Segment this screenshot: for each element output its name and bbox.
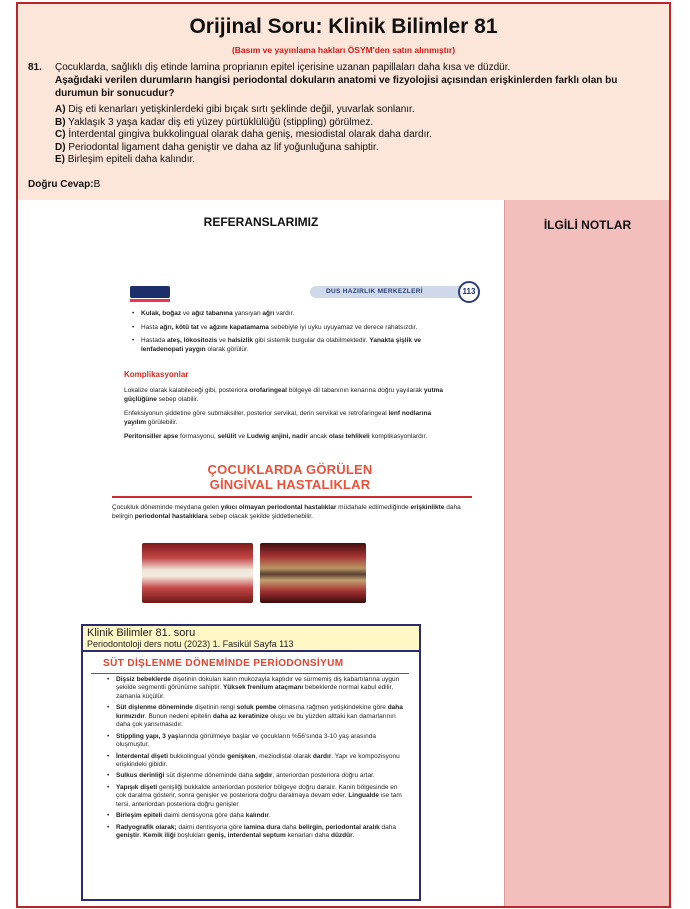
option-c: C) İnterdental gingiva bukkolingual olarak daha geniş, mesiodistal olarak daha dardır.: [55, 129, 432, 140]
option-a: A) Diş eti kenarları yetişkinlerdeki gibi bıçak sırtı şeklinde değil, yuvarlak sonlanır.: [55, 104, 415, 115]
question-block: [28, 61, 658, 100]
notes-title: İLGİLİ NOTLAR: [543, 218, 632, 232]
section-intro: Çocukluk döneminde meydana gelen yıkıcı olmayan periodontal hastalıklar müdahale edilmediğinde erişkinlikte daha belirgin periodontal hastalıklara sebep olacak şekilde şiddetlenebilir.: [112, 504, 461, 520]
correct-answer: Doğru Cevap:B: [28, 179, 101, 190]
notes-panel: [504, 200, 669, 906]
section-divider: [112, 496, 472, 498]
highlight-heading: SÜT DİŞLENME DÖNEMİNDE PERİODONSİYUM: [103, 658, 344, 669]
paragraph: Lokalize olarak kalabileceği gibi, posteriora orofaringeal bölgeye dil tabanının kenarına doğru yayılarak yutma güçlüğüne sebep olabilir.: [124, 387, 444, 403]
list-item: • Birleşim epiteli daimi dentisyona göre daha kalındır.: [107, 812, 407, 820]
question-stem: Çocuklarda, sağlıklı diş etinde lamina proprianın epitel içerisine uzanan papillaları daha kısa ve düzdür.: [55, 62, 511, 73]
highlight-list: [107, 676, 407, 844]
list-item: • Yapışık dişeti genişliği bukkalde anteriordan posterior bölgeye doğru daralır. Kanin bölgesinde en çok daralma gösterir, sonra genişler ve posteriora doğru daralmaya devam eder. Lingualde ise tam tersi, anteriordan posteriora doğru genişler: [107, 784, 407, 809]
header-band-text: DUS HAZIRLIK MERKEZLERİ: [326, 288, 423, 295]
publisher-logo-stripe: [130, 299, 170, 302]
list-item: • Dişsiz bebeklerde dişetinin dokuları kalın mukozayla kaplıdır ve sürmemiş diş kabartılarına uygun şekilde segmentli görünüme sahiptir. Yüksek frenilum ataçmanı bebeklerde normal kabul edilir, zamanla küçülür.: [107, 676, 407, 701]
list-item: • Radyografik olarak; daimi dentisyona göre lamina dura daha belirgin, periodontal aralık daha geniştir. Kemik iliği boşlukları geniş, interdental septum kenarları daha düzdür.: [107, 824, 407, 841]
question-number: 81.: [28, 62, 42, 73]
references-title: REFERANSLARIMIZ: [203, 215, 319, 229]
list-item: • Kulak, boğaz ve ağız tabanına yansıyan ağrı vardır.: [132, 310, 432, 319]
complications-text: [124, 387, 446, 448]
highlight-divider: [91, 673, 409, 674]
complications-heading: Komplikasyonlar: [124, 370, 189, 379]
section-heading: ÇOCUKLARDA GÖRÜLEN GİNGİVAL HASTALIKLAR: [207, 462, 373, 492]
copyright-note: (Basım ve yayınlama hakları ÖSYM'den satın alınmıştır): [231, 45, 456, 55]
option-e: E) Birleşim epiteli daha kalındır.: [55, 154, 196, 165]
question-prompt: Aşağıdaki verilen durumların hangisi periodontal dokuların anatomi ve fizyolojisi açısından erişkinlerden farklı olan bu durumun bir sonucudur?: [55, 75, 618, 99]
option-b: B) Yaklaşık 3 yaşa kadar diş eti yüzey pürtüklülüğü (stippling) görülmez.: [55, 116, 374, 128]
list-item: • Süt dişlenme döneminde dişetinin rengi soluk pembe olmasına rağmen yetişkindekine göre daha kırmızıdır. Bunun nedeni epitelin daha az keratinize oluşu ve bu yüzden alttaki kan damarlarının daha çok yansımasıdır.: [107, 704, 407, 729]
list-item: • Sulkus derinliği süt dişlenme döneminde daha sığdır, anteriordan posteriora doğru artar.: [107, 772, 407, 780]
list-item: • Hasta ağrı, kötü tat ve ağzını kapatamama sebebiyle iyi uyku uyuyamaz ve derece rahatsızdır.: [132, 324, 432, 333]
page-title: Orijinal Soru: Klinik Bilimler 81: [189, 15, 498, 38]
paragraph: Enfeksiyonun şiddetine göre submaksiller, posterior servikal, derin servikal ve retrofaringeal lenf nodlarına yayılım görülebilir.: [124, 410, 432, 426]
option-d: D) Periodontal ligament daha geniştir ve daha az lif yoğunluğuna sahiptir.: [55, 141, 379, 153]
page-number: 113: [458, 281, 480, 303]
clinical-photo-2: [260, 543, 366, 603]
highlight-title: Klinik Bilimler 81. soru: [87, 627, 196, 639]
clinical-photo-1: [142, 543, 253, 603]
options-list: [55, 104, 432, 167]
page-frame: [16, 2, 671, 908]
highlight-box: [81, 624, 421, 901]
symptom-bullets: [132, 310, 432, 359]
paragraph: Peritonsiller apse formasyonu, selülit ve Ludwig anjini, nadir ancak olası tehlikeli komplikasyonlardır.: [124, 433, 428, 440]
highlight-source: Periodontoloji ders notu (2023) 1. Fasikül Sayfa 113: [87, 639, 294, 649]
list-item: • Stippling yapı, 3 yaşlarında görülmeye başlar ve çocukların %56'sında 3-10 yaş arasında oluşmuştur.: [107, 733, 407, 750]
list-item: • Hastada ateş, lökositozis ve halsizlik gibi sistemik bulgular da olabilmektedir. Yanakta şişlik ve lenfadenopati yaygın olarak görülür.: [132, 337, 432, 354]
references-panel: [18, 200, 504, 906]
publisher-logo: [130, 286, 170, 298]
highlight-header: [83, 626, 419, 652]
list-item: • İnterdental dişeti bukkolingual yönde genişken, meziodistal olarak dardır. Yapı ve kompozisyonu erişkindeki gibidir.: [107, 753, 407, 770]
correct-answer-value: B: [93, 179, 101, 190]
